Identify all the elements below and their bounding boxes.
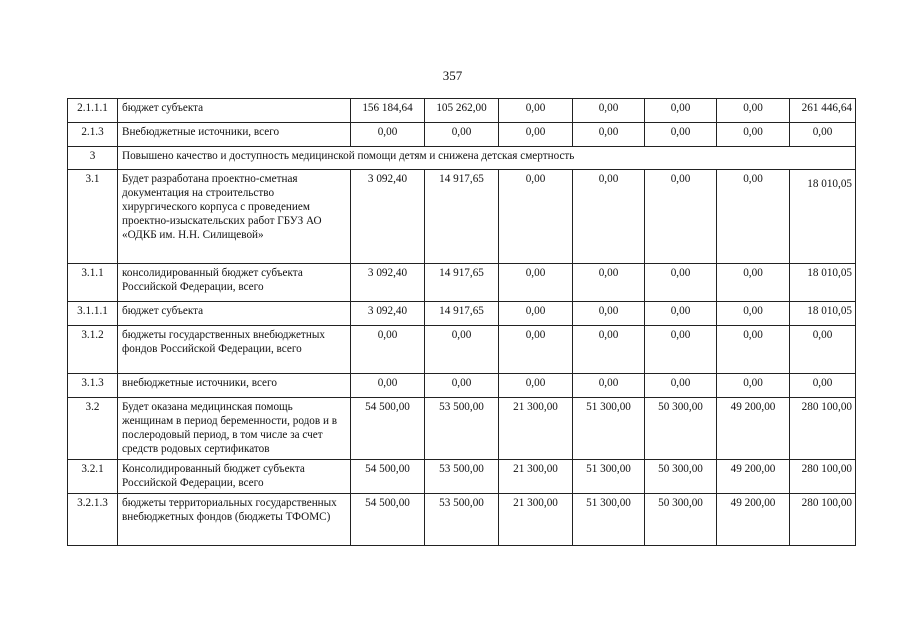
value-cell: 14 917,65	[425, 170, 499, 264]
value-cell: 0,00	[573, 326, 645, 374]
value-cell: 53 500,00	[425, 460, 499, 494]
value-cell: 0,00	[645, 374, 717, 398]
row-number: 3.1.2	[68, 326, 118, 374]
value-cell: 105 262,00	[425, 99, 499, 123]
value-cell: 0,00	[645, 264, 717, 302]
value-cell: 0,00	[425, 374, 499, 398]
value-cell: 0,00	[645, 123, 717, 147]
row-description: Внебюджетные источники, всего	[118, 123, 351, 147]
total-cell: 0,00	[790, 374, 856, 398]
section-title: Повышено качество и доступность медицинской помощи детям и снижена детская смертность	[118, 147, 856, 170]
row-number: 3.1.3	[68, 374, 118, 398]
table-row	[68, 99, 856, 123]
total-cell: 18 010,05	[790, 170, 856, 264]
total-cell: 280 100,00	[790, 494, 856, 546]
value-cell: 0,00	[573, 374, 645, 398]
value-cell: 50 300,00	[645, 460, 717, 494]
table-row	[68, 326, 856, 374]
value-cell: 0,00	[645, 170, 717, 264]
row-description: консолидированный бюджет субъекта Российской Федерации, всего	[118, 264, 351, 302]
value-cell: 3 092,40	[351, 302, 425, 326]
value-cell: 0,00	[351, 374, 425, 398]
value-cell: 14 917,65	[425, 302, 499, 326]
table-row	[68, 398, 856, 460]
value-cell: 0,00	[717, 123, 790, 147]
table-row	[68, 264, 856, 302]
row-description: Консолидированный бюджет субъекта Российской Федерации, всего	[118, 460, 351, 494]
value-cell: 0,00	[499, 264, 573, 302]
value-cell: 0,00	[425, 326, 499, 374]
total-cell: 280 100,00	[790, 460, 856, 494]
value-cell: 51 300,00	[573, 398, 645, 460]
value-cell: 14 917,65	[425, 264, 499, 302]
row-description: внебюджетные источники, всего	[118, 374, 351, 398]
value-cell: 0,00	[351, 326, 425, 374]
row-number: 3.2.1	[68, 460, 118, 494]
row-description: Будет оказана медицинская помощь женщинам в период беременности, родов и в послеродовый период, в том числе за счет средств родовых сертификатов	[118, 398, 351, 460]
row-number: 3.1	[68, 170, 118, 264]
value-cell: 49 200,00	[717, 494, 790, 546]
value-cell: 54 500,00	[351, 460, 425, 494]
value-cell: 0,00	[499, 374, 573, 398]
value-cell: 21 300,00	[499, 494, 573, 546]
row-description: бюджеты государственных внебюджетных фондов Российской Федерации, всего	[118, 326, 351, 374]
row-description: бюджет субъекта	[118, 99, 351, 123]
value-cell: 0,00	[717, 264, 790, 302]
value-cell: 0,00	[499, 302, 573, 326]
value-cell: 0,00	[351, 123, 425, 147]
value-cell: 54 500,00	[351, 398, 425, 460]
row-number: 2.1.1.1	[68, 99, 118, 123]
value-cell: 0,00	[717, 326, 790, 374]
table-row	[68, 123, 856, 147]
value-cell: 21 300,00	[499, 398, 573, 460]
value-cell: 49 200,00	[717, 460, 790, 494]
value-cell: 0,00	[499, 170, 573, 264]
value-cell: 53 500,00	[425, 494, 499, 546]
row-number: 2.1.3	[68, 123, 118, 147]
value-cell: 21 300,00	[499, 460, 573, 494]
table-row	[68, 494, 856, 546]
value-cell: 54 500,00	[351, 494, 425, 546]
row-number: 3.1.1	[68, 264, 118, 302]
value-cell: 156 184,64	[351, 99, 425, 123]
value-cell: 49 200,00	[717, 398, 790, 460]
value-cell: 0,00	[425, 123, 499, 147]
value-cell: 53 500,00	[425, 398, 499, 460]
row-number: 3.2.1.3	[68, 494, 118, 546]
value-cell: 0,00	[573, 99, 645, 123]
value-cell: 51 300,00	[573, 494, 645, 546]
table-row	[68, 374, 856, 398]
row-description: бюджет субъекта	[118, 302, 351, 326]
budget-table	[67, 98, 856, 546]
value-cell: 0,00	[573, 170, 645, 264]
page-number: 357	[442, 68, 463, 83]
value-cell: 50 300,00	[645, 494, 717, 546]
value-cell: 0,00	[573, 264, 645, 302]
value-cell: 0,00	[717, 374, 790, 398]
value-cell: 0,00	[717, 99, 790, 123]
row-description: Будет разработана проектно-сметная документация на строительство хирургического корпуса с проведением проектно-изыскательских работ ГБУЗ АО «ОДКБ им. Н.Н. Силищевой»	[118, 170, 351, 264]
total-cell: 18 010,05	[790, 264, 856, 302]
value-cell: 3 092,40	[351, 170, 425, 264]
table-row	[68, 460, 856, 494]
table-row	[68, 302, 856, 326]
value-cell: 0,00	[645, 99, 717, 123]
value-cell: 0,00	[573, 123, 645, 147]
value-cell: 0,00	[573, 302, 645, 326]
total-cell: 0,00	[790, 123, 856, 147]
total-cell: 0,00	[790, 326, 856, 374]
value-cell: 0,00	[645, 326, 717, 374]
value-cell: 51 300,00	[573, 460, 645, 494]
row-description: бюджеты территориальных государственных внебюджетных фондов (бюджеты ТФОМС)	[118, 494, 351, 546]
value-cell: 0,00	[499, 123, 573, 147]
value-cell: 3 092,40	[351, 264, 425, 302]
row-number: 3.2	[68, 398, 118, 460]
row-number: 3.1.1.1	[68, 302, 118, 326]
value-cell: 0,00	[499, 326, 573, 374]
section-number: 3	[68, 147, 118, 170]
total-cell: 280 100,00	[790, 398, 856, 460]
value-cell: 0,00	[717, 170, 790, 264]
value-cell: 0,00	[499, 99, 573, 123]
value-cell: 50 300,00	[645, 398, 717, 460]
total-cell: 261 446,64	[790, 99, 856, 123]
section-row	[68, 147, 856, 170]
value-cell: 0,00	[717, 302, 790, 326]
value-cell: 0,00	[645, 302, 717, 326]
total-cell: 18 010,05	[790, 302, 856, 326]
table-row	[68, 170, 856, 264]
